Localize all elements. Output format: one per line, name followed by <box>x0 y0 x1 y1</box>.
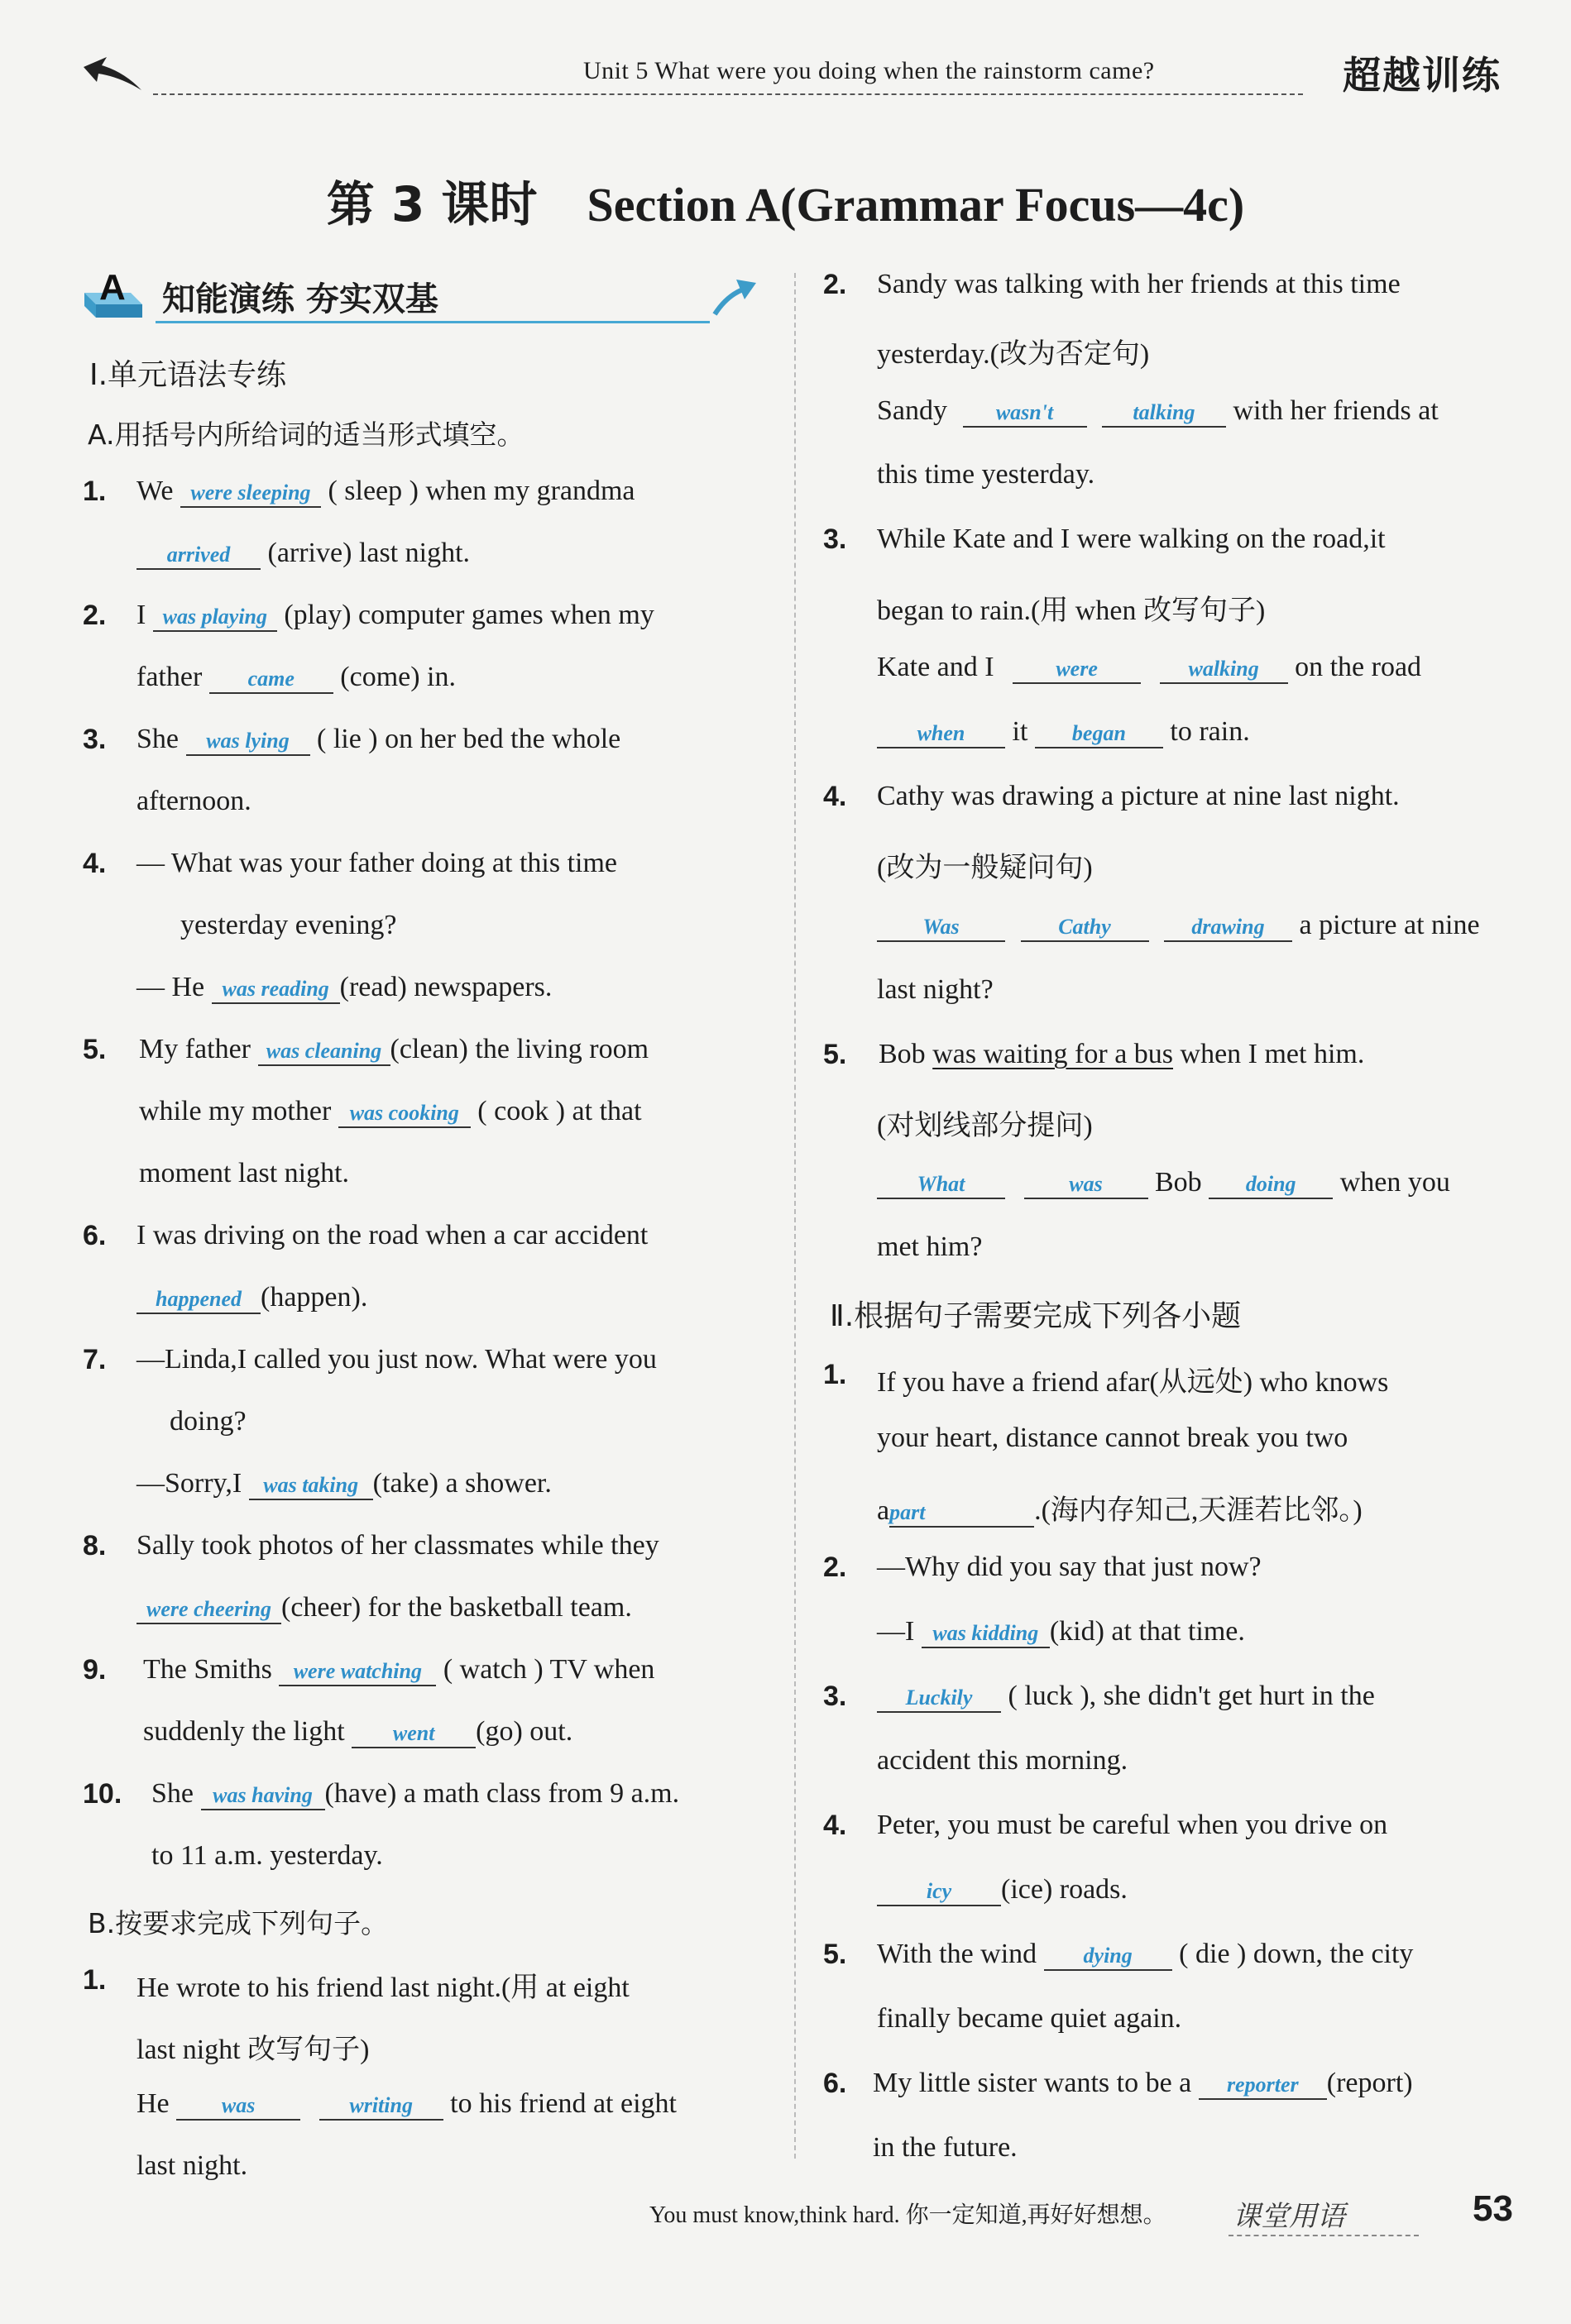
item-text: I <box>137 600 146 630</box>
item-a5-line1 <box>139 1034 649 1066</box>
item-number: 6. <box>823 2068 847 2099</box>
item-number: 5. <box>823 1939 847 1970</box>
item-text: (come) in. <box>340 662 456 692</box>
answer-blank[interactable] <box>877 1874 1001 1906</box>
item-number: 2. <box>823 269 847 300</box>
answer-blank[interactable] <box>1035 716 1163 748</box>
answer-text: when <box>917 721 965 745</box>
item-number: 1. <box>83 1964 107 1996</box>
item-text: .(海内存知己,天涯若比邻。) <box>1034 1495 1363 1526</box>
item-number: 9. <box>83 1654 107 1686</box>
item-number: 5. <box>823 1039 847 1070</box>
item-b3-line3 <box>877 652 1421 684</box>
answer-blank[interactable] <box>1013 652 1141 684</box>
answer-blank[interactable] <box>137 1592 281 1624</box>
answer-text: writing <box>349 2093 413 2117</box>
answer-blank[interactable] <box>963 395 1087 428</box>
item-a9-line2 <box>143 1716 572 1748</box>
item-b2-line3 <box>877 395 1439 428</box>
answer-blank[interactable] <box>180 476 321 508</box>
item-text: My little sister wants to be a <box>873 2068 1192 2098</box>
item-a4-line1: — What was your father doing at this time <box>137 848 618 878</box>
answer-text: was lying <box>206 729 290 753</box>
answer-text: Cathy <box>1058 915 1111 939</box>
answer-text: dying <box>1083 1944 1133 1968</box>
page-header <box>79 45 1502 103</box>
answer-text: were <box>1056 657 1098 681</box>
item-c3-line1 <box>877 1681 1375 1713</box>
item-a8-line1: Sally took photos of her classmates while they <box>137 1530 659 1561</box>
item-text: My father <box>139 1034 251 1064</box>
item-b2-line4: this time yesterday. <box>877 459 1095 490</box>
item-number: 1. <box>823 1359 847 1390</box>
item-b3-line1: While Kate and I were walking on the road,it <box>877 524 1386 554</box>
item-text: father <box>137 662 203 692</box>
answer-text: was <box>1069 1172 1103 1196</box>
item-a3-line1 <box>137 724 620 756</box>
item-b3-line2: began to rain.(用 when 改写句子) <box>877 595 1266 626</box>
answer-blank[interactable] <box>176 2088 300 2121</box>
item-text: it <box>1012 716 1028 747</box>
item-a7-line1: —Linda,I called you just now. What were you <box>137 1344 657 1375</box>
item-number: 10. <box>83 1778 122 1810</box>
item-text: ( cook ) at that <box>477 1096 642 1126</box>
item-text: (go) out. <box>476 1716 573 1747</box>
item-a9-line1 <box>143 1654 654 1686</box>
item-a5-line3: moment last night. <box>139 1158 350 1188</box>
answer-blank[interactable] <box>1021 910 1149 942</box>
answer-text: part <box>889 1500 926 1524</box>
item-number: 3. <box>823 524 847 555</box>
item-text: —I <box>877 1616 915 1647</box>
answer-blank[interactable] <box>209 662 333 694</box>
item-c1-line3 <box>877 1487 1363 1528</box>
item-number: 2. <box>823 1552 847 1583</box>
item-b2-line1: Sandy was talking with her friends at this time <box>877 269 1401 299</box>
answer-text: was playing <box>162 605 268 629</box>
answer-text: went <box>392 1721 435 1745</box>
page-title <box>0 165 1571 235</box>
column-divider <box>794 273 796 2159</box>
item-number: 7. <box>83 1344 107 1375</box>
answer-text: was taking <box>263 1473 359 1497</box>
item-a8-line2 <box>137 1592 632 1624</box>
item-text: to rain. <box>1170 716 1250 747</box>
item-a6-line2 <box>137 1282 367 1314</box>
answer-text: walking <box>1188 657 1259 681</box>
item-a3-line2: afternoon. <box>137 786 251 816</box>
item-b5-line3 <box>877 1167 1450 1199</box>
answer-blank[interactable] <box>319 2088 443 2121</box>
answer-blank[interactable] <box>352 1716 476 1748</box>
item-a1-line1 <box>137 476 635 508</box>
answer-text: was kidding <box>932 1621 1039 1645</box>
item-text: Bob <box>1155 1167 1202 1198</box>
item-text: while my mother <box>139 1096 332 1126</box>
item-text: (read) newspapers. <box>339 972 553 1002</box>
part1-heading: Ⅰ.单元语法专练 <box>89 358 287 392</box>
item-text: Bob <box>879 1039 926 1069</box>
item-a1-line2 <box>137 538 470 570</box>
item-text: With the wind <box>877 1939 1037 1969</box>
answer-text: were watching <box>293 1659 422 1683</box>
answer-text: came <box>247 667 295 691</box>
item-b4-line1: Cathy was drawing a picture at nine last night. <box>877 781 1400 811</box>
item-number: 1. <box>83 476 107 507</box>
item-b4-line3 <box>877 910 1480 942</box>
answer-text: doing <box>1245 1172 1296 1196</box>
item-text: ( watch ) TV when <box>443 1654 655 1685</box>
footer-divider <box>1229 2235 1419 2236</box>
item-text: (clean) the living room <box>390 1034 649 1064</box>
item-text: when you <box>1339 1167 1450 1198</box>
item-c2-line2 <box>877 1616 1245 1648</box>
item-c2-line1: —Why did you say that just now? <box>877 1552 1262 1582</box>
item-text: with her friends at <box>1233 395 1439 426</box>
answer-text: happened <box>156 1287 242 1311</box>
item-a4-line3 <box>137 972 552 1004</box>
item-c5-line2: finally became quiet again. <box>877 2003 1182 2034</box>
answer-text: was <box>221 2093 256 2117</box>
answer-blank[interactable] <box>877 1167 1005 1199</box>
item-b4-line4: last night? <box>877 974 994 1005</box>
item-number: 2. <box>83 600 107 631</box>
item-a7-line3 <box>137 1468 552 1500</box>
item-text: (play) computer games when my <box>284 600 654 630</box>
item-c3-line2: accident this morning. <box>877 1745 1128 1776</box>
item-text: ( lie ) on her bed the whole <box>317 724 621 754</box>
header-divider <box>153 93 1303 95</box>
answer-text: was cooking <box>349 1101 459 1125</box>
section-a-badge-letter: A <box>99 268 126 308</box>
page-number: 53 <box>1473 2188 1513 2229</box>
answer-blank[interactable] <box>922 1616 1050 1648</box>
item-text: (take) a shower. <box>372 1468 552 1499</box>
item-text: The Smiths <box>143 1654 272 1685</box>
answer-blank[interactable] <box>153 600 277 632</box>
answer-text: talking <box>1133 400 1195 424</box>
section-a-heading <box>81 263 759 329</box>
part1-sub-b: B.按要求完成下列句子。 <box>88 1907 389 1939</box>
item-c6-line2: in the future. <box>873 2132 1018 2163</box>
answer-text: was having <box>213 1783 313 1807</box>
item-c1-line1: If you have a friend afar(从远处) who knows <box>877 1367 1389 1398</box>
part1-sub-a: A.用括号内所给词的适当形式填空。 <box>88 418 524 451</box>
item-text: (arrive) last night. <box>267 538 471 568</box>
underlined-phrase: was waiting for a bus <box>932 1039 1174 1069</box>
item-text: We <box>137 476 174 506</box>
item-c4-line2 <box>877 1874 1128 1906</box>
item-a2-line1 <box>137 600 654 632</box>
item-number: 3. <box>83 724 107 755</box>
item-number: 3. <box>823 1681 847 1712</box>
item-b2-line2: yesterday.(改为否定句) <box>877 339 1150 370</box>
item-text: —Sorry,I <box>137 1468 242 1499</box>
item-a4-line2: yesterday evening? <box>180 910 397 940</box>
answer-text: began <box>1071 721 1126 745</box>
answer-text: were cheering <box>146 1597 271 1621</box>
answer-text: reporter <box>1226 2073 1299 2097</box>
answer-text: were sleeping <box>190 481 311 504</box>
item-a2-line2 <box>137 662 456 694</box>
answer-blank[interactable] <box>1199 2068 1327 2100</box>
item-text: ( luck ), she didn't get hurt in the <box>1008 1681 1375 1711</box>
answer-text: wasn't <box>995 400 1054 424</box>
answer-text: drawing <box>1191 915 1265 939</box>
answer-text: was cleaning <box>266 1039 382 1063</box>
item-b1-line3 <box>137 2088 677 2121</box>
item-text: He <box>137 2088 170 2119</box>
item-c5-line1 <box>877 1939 1413 1971</box>
back-arrow-icon <box>79 54 145 95</box>
footer-tag: 课堂用语 <box>1233 2200 1345 2233</box>
item-text: Kate and I <box>877 652 994 682</box>
item-text: a <box>877 1495 890 1526</box>
section-a-underline <box>156 321 710 323</box>
answer-blank[interactable] <box>1102 395 1226 428</box>
item-text: (cheer) for the basketball team. <box>281 1592 632 1623</box>
answer-blank[interactable] <box>1024 1167 1148 1199</box>
unit-title: Unit 5 What were you doing when the rainstorm came? <box>583 57 1155 84</box>
item-c6-line1 <box>873 2068 1413 2100</box>
section-a-text: 知能演练 夯实双基 <box>162 280 438 318</box>
item-a5-line2 <box>139 1096 642 1128</box>
item-c1-line2: your heart, distance cannot break you two <box>877 1423 1348 1453</box>
item-a10-line1 <box>151 1778 679 1810</box>
item-text: ( sleep ) when my grandma <box>328 476 635 506</box>
answer-blank[interactable] <box>877 716 1005 748</box>
answer-text: Luckily <box>905 1686 973 1710</box>
answer-blank[interactable] <box>212 972 340 1004</box>
item-number: 8. <box>83 1530 107 1561</box>
item-number: 5. <box>83 1034 107 1065</box>
answer-blank[interactable] <box>877 910 1005 942</box>
answer-text: was reading <box>222 977 329 1001</box>
answer-text: What <box>917 1172 965 1196</box>
item-b5-line2: (对划线部分提问) <box>877 1111 1093 1141</box>
part2-heading: Ⅱ.根据句子需要完成下列各小题 <box>830 1299 1242 1333</box>
answer-blank[interactable] <box>1160 652 1288 684</box>
item-text: when I met him. <box>1180 1039 1365 1069</box>
answer-blank[interactable] <box>258 1034 390 1066</box>
answer-blank[interactable] <box>889 1495 1034 1528</box>
lesson-label: 第 3 课时 <box>326 176 538 232</box>
section-a-badge-icon <box>81 268 147 321</box>
item-text: on the road <box>1295 652 1422 682</box>
answer-text: Was <box>922 915 960 939</box>
item-text: a picture at nine <box>1299 910 1480 940</box>
item-text: (happen). <box>261 1282 368 1313</box>
answer-blank[interactable] <box>338 1096 471 1128</box>
answer-blank[interactable] <box>877 1681 1001 1713</box>
item-text: to his friend at eight <box>450 2088 677 2119</box>
answer-blank[interactable] <box>137 538 261 570</box>
item-b3-line4 <box>877 716 1250 748</box>
item-text: She <box>137 724 179 754</box>
brand-title: 超越训练 <box>1343 53 1502 98</box>
item-a10-line2: to 11 a.m. yesterday. <box>151 1840 383 1871</box>
item-b1-line1: He wrote to his friend last night.(用 at eight <box>137 1973 630 2003</box>
item-number: 4. <box>823 781 847 812</box>
item-text: ( die ) down, the city <box>1179 1939 1414 1969</box>
item-number: 6. <box>83 1220 107 1251</box>
answer-text: icy <box>926 1879 952 1903</box>
answer-blank[interactable] <box>186 724 310 756</box>
answer-blank[interactable] <box>1164 910 1292 942</box>
item-text: Sandy <box>877 395 947 426</box>
item-b5-line4: met him? <box>877 1231 983 1262</box>
answer-blank[interactable] <box>201 1778 325 1810</box>
item-c4-line1: Peter, you must be careful when you drive on <box>877 1810 1388 1840</box>
answer-blank[interactable] <box>1044 1939 1172 1971</box>
item-a7-line2: doing? <box>170 1406 247 1437</box>
item-b5-line1 <box>879 1039 1364 1070</box>
item-text: (ice) roads. <box>1001 1874 1128 1905</box>
footer-text: You must know,think hard. 你一定知道,再好好想想。 <box>649 2202 1166 2228</box>
curved-arrow-icon <box>710 271 759 321</box>
answer-text: arrived <box>166 543 231 567</box>
item-number: 4. <box>83 848 107 879</box>
item-a6-line1: I was driving on the road when a car accident <box>137 1220 649 1250</box>
item-b4-line2: (改为一般疑问句) <box>877 853 1093 883</box>
item-text: — He <box>137 972 205 1002</box>
answer-blank[interactable] <box>279 1654 436 1686</box>
answer-blank[interactable] <box>249 1468 373 1500</box>
section-label: Section A(Grammar Focus—4c) <box>587 178 1245 232</box>
item-text: (have) a math class from 9 a.m. <box>324 1778 680 1809</box>
item-b1-line2: last night 改写句子) <box>137 2035 370 2065</box>
item-text: (kid) at that time. <box>1049 1616 1245 1647</box>
answer-blank[interactable] <box>137 1282 261 1314</box>
item-b1-line4: last night. <box>137 2150 248 2181</box>
item-number: 4. <box>823 1810 847 1841</box>
item-text: She <box>151 1778 194 1809</box>
item-text: (report) <box>1326 2068 1413 2098</box>
answer-blank[interactable] <box>1209 1167 1333 1199</box>
item-text: suddenly the light <box>143 1716 345 1747</box>
